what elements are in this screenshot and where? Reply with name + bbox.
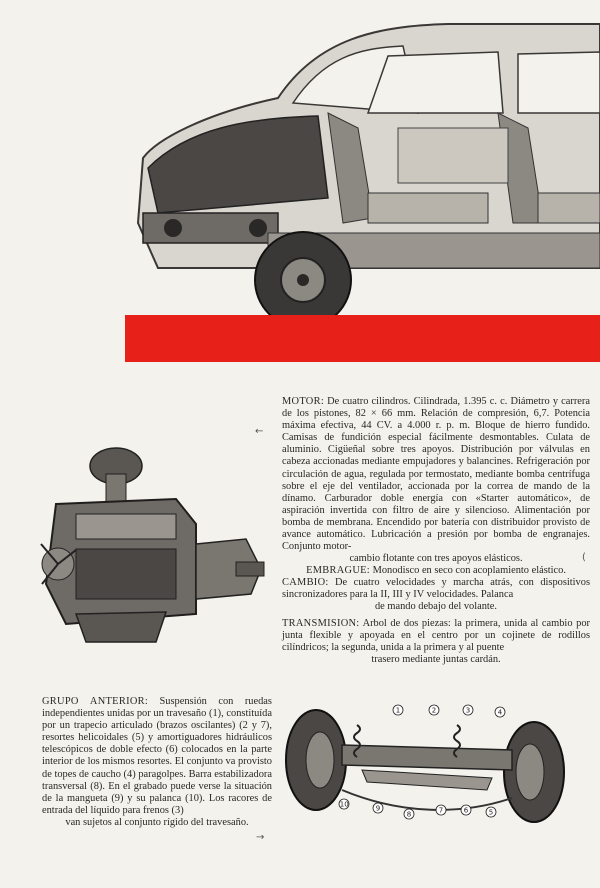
car-cutaway-illustration [118, 18, 600, 320]
right-pointer-icon: → [256, 832, 265, 843]
motor-heading: MOTOR: [282, 396, 325, 407]
callout-10: 10 [339, 800, 349, 809]
motor-body: De cuatro cilindros. Cilindrada, 1.395 c. c. Diámetro y carrera de los pistones, 82 × 66 mm. Relación de compresión, 6,7. Potencia máxima efectiva, 44 CV. a 4.000 r. p. m. Bloque de hierro fundido. Camisas de fundición especial fácilmente desmontables. Culata de aluminio. Cigüeñal sobre tres apoyos. Distribución por válvulas en cabeza accionadas mediante empujadores y balancines. Refrigeración por circulación de agua, regulada por termostato, mediante bomba centrífuga sobre el eje del ventilador, accionada por la correa de mando de la dínamo. Carburador doble energía con «Starter automático», de aspiración invertida con filtro de aire y silencioso. Alimentación por bomba de membrana. Encendido por batería con distribuidor provisto de avance automático. Lubricación a presión por bomba de engranajes. Conjunto motor- [282, 396, 590, 553]
transmision-body: Arbol de dos piezas: la primera, unida al cambio por junta flexible y apoyada en el centro por un cojinete de rodillos cilíndricos; la segunda, unida a la primera y al puente [282, 618, 590, 654]
engine-gearbox-illustration [36, 444, 268, 644]
callout-5: 5 [488, 808, 494, 817]
embrague-heading: EMBRAGUE: [306, 565, 370, 576]
callout-2: 2 [431, 706, 437, 715]
callout-9: 9 [375, 804, 381, 813]
embrague-body: Monodisco en seco con acoplamiento elástico. [372, 565, 566, 576]
callout-3: 3 [465, 706, 471, 715]
grupo-anterior-last-line: van sujetos al conjunto rígido del travesaño. [65, 816, 249, 828]
embrague-cambio-section [282, 565, 590, 613]
cambio-heading: CAMBIO: [282, 577, 329, 589]
page-edge-mark-icon: ( [582, 552, 586, 563]
callout-4: 4 [497, 708, 503, 717]
callout-8: 8 [406, 810, 412, 819]
grupo-anterior-body: Suspensión con ruedas independientes unidas por un travesaño (1), constituída por un trapecio articulado (brazos oscilantes) (2 y 7), resortes helicoidales (5) y amortiguadores hidráulicos telescópicos de doble efecto (6) colocados en la parte interior de los mismos resortes. El conjunto va provisto de topes de caucho (4) paragolpes. Barra estabilizadora transversal (8). En el grabado puede verse la situación de la mangueta (9) y su palanca (10). Los racores de entrada del líquido para frenos (3) [42, 696, 273, 816]
callout-1: 1 [395, 706, 401, 715]
front-suspension-illustration [282, 690, 572, 838]
cambio-paragraph [282, 577, 590, 613]
cambio-body: De cuatro velocidades y marcha atrás, con dispositivos sincronizadores para la II, III y IV velocidades. Palanca [282, 577, 590, 601]
grupo-anterior-section [42, 696, 272, 829]
transmision-last-line: trasero mediante juntas cardán. [371, 654, 501, 666]
callout-7: 7 [438, 806, 444, 815]
transmision-section [282, 618, 590, 666]
cambio-last-line: de mando debajo del volante. [374, 601, 498, 613]
motor-section [282, 396, 590, 565]
red-accent-band [125, 315, 600, 362]
grupo-anterior-heading: GRUPO ANTERIOR: [42, 696, 149, 707]
callout-6: 6 [463, 806, 469, 815]
embrague-line [282, 565, 590, 577]
transmision-heading: TRANSMISION: [282, 618, 360, 629]
motor-last-line: cambio flotante con tres apoyos elásticos. [349, 553, 523, 565]
left-pointer-icon: ← [255, 426, 264, 437]
